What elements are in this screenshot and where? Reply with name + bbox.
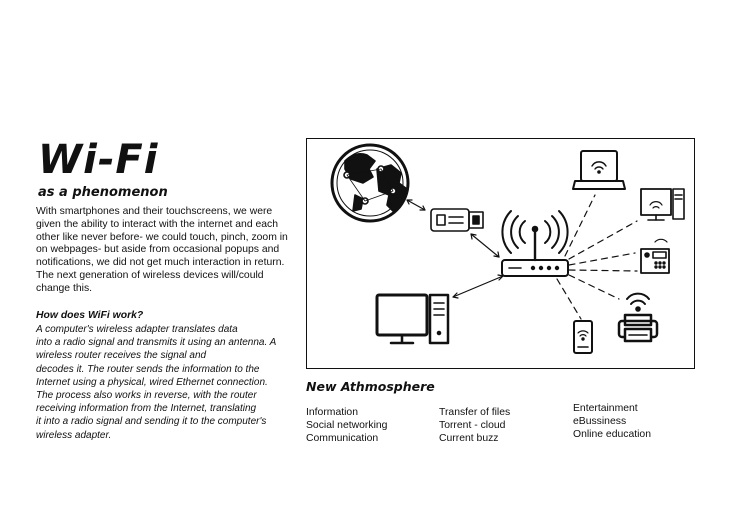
globe-icon — [332, 145, 408, 221]
answer-line: decodes it. The router sends the information to the — [36, 363, 260, 375]
answer-line: receiving information from the Internet, translating — [36, 403, 257, 415]
answer-line: it into a radio signal and sending it to the computer's — [36, 416, 267, 428]
laptop-icon — [573, 151, 625, 189]
answer-line: wireless adapter. — [36, 429, 112, 441]
feature-list-1 — [306, 406, 387, 446]
usb-adapter-icon — [431, 209, 483, 231]
question-heading: How does WiFi work? — [36, 310, 144, 321]
list-item: Communication — [306, 433, 379, 445]
answer-paragraph — [36, 323, 298, 442]
list-item: Current buzz — [439, 433, 499, 445]
page-subtitle: as a phenomenon — [38, 185, 168, 200]
answer-line: Internet using a physical, wired Ethernet connection. — [36, 376, 268, 388]
feature-list-2 — [439, 406, 510, 446]
feature-list-3 — [573, 402, 651, 442]
answer-line: wireless router receives the signal and — [36, 350, 207, 362]
page-title: Wi-Fi — [38, 137, 159, 183]
desktop-monitor-icon — [377, 295, 448, 343]
desktop-computer-icon — [641, 189, 684, 220]
router-icon — [502, 211, 568, 276]
answer-line: A computer's wireless adapter translates data — [36, 324, 238, 335]
list-item: Transfer of files — [439, 407, 511, 418]
answer-line: The process also works in reverse, with the router — [36, 390, 257, 402]
list-item: eBussiness — [573, 416, 627, 428]
list-item: Information — [306, 407, 358, 418]
answer-line: into a radio signal and transmits it using an antenna. A — [36, 337, 277, 349]
list-item: Social networking — [306, 420, 388, 432]
section-title: New Athmosphere — [306, 379, 435, 394]
wifi-network-diagram — [306, 138, 695, 369]
intro-paragraph: With smartphones and their touchscreens, we were given the ability to interact with the internet and each other like never before- we could touch, pinch, zoom in on webpages- but aside from occasional popups and notifications, we did not get much interaction in return. The next generation of wireless devices will/could change this. — [36, 206, 288, 294]
telephone-icon — [641, 239, 669, 273]
list-item: Online education — [573, 429, 651, 441]
smartphone-icon — [574, 321, 592, 353]
list-item: Torrent - cloud — [439, 420, 506, 432]
list-item: Entertainment — [573, 403, 638, 414]
printer-icon — [619, 294, 657, 341]
